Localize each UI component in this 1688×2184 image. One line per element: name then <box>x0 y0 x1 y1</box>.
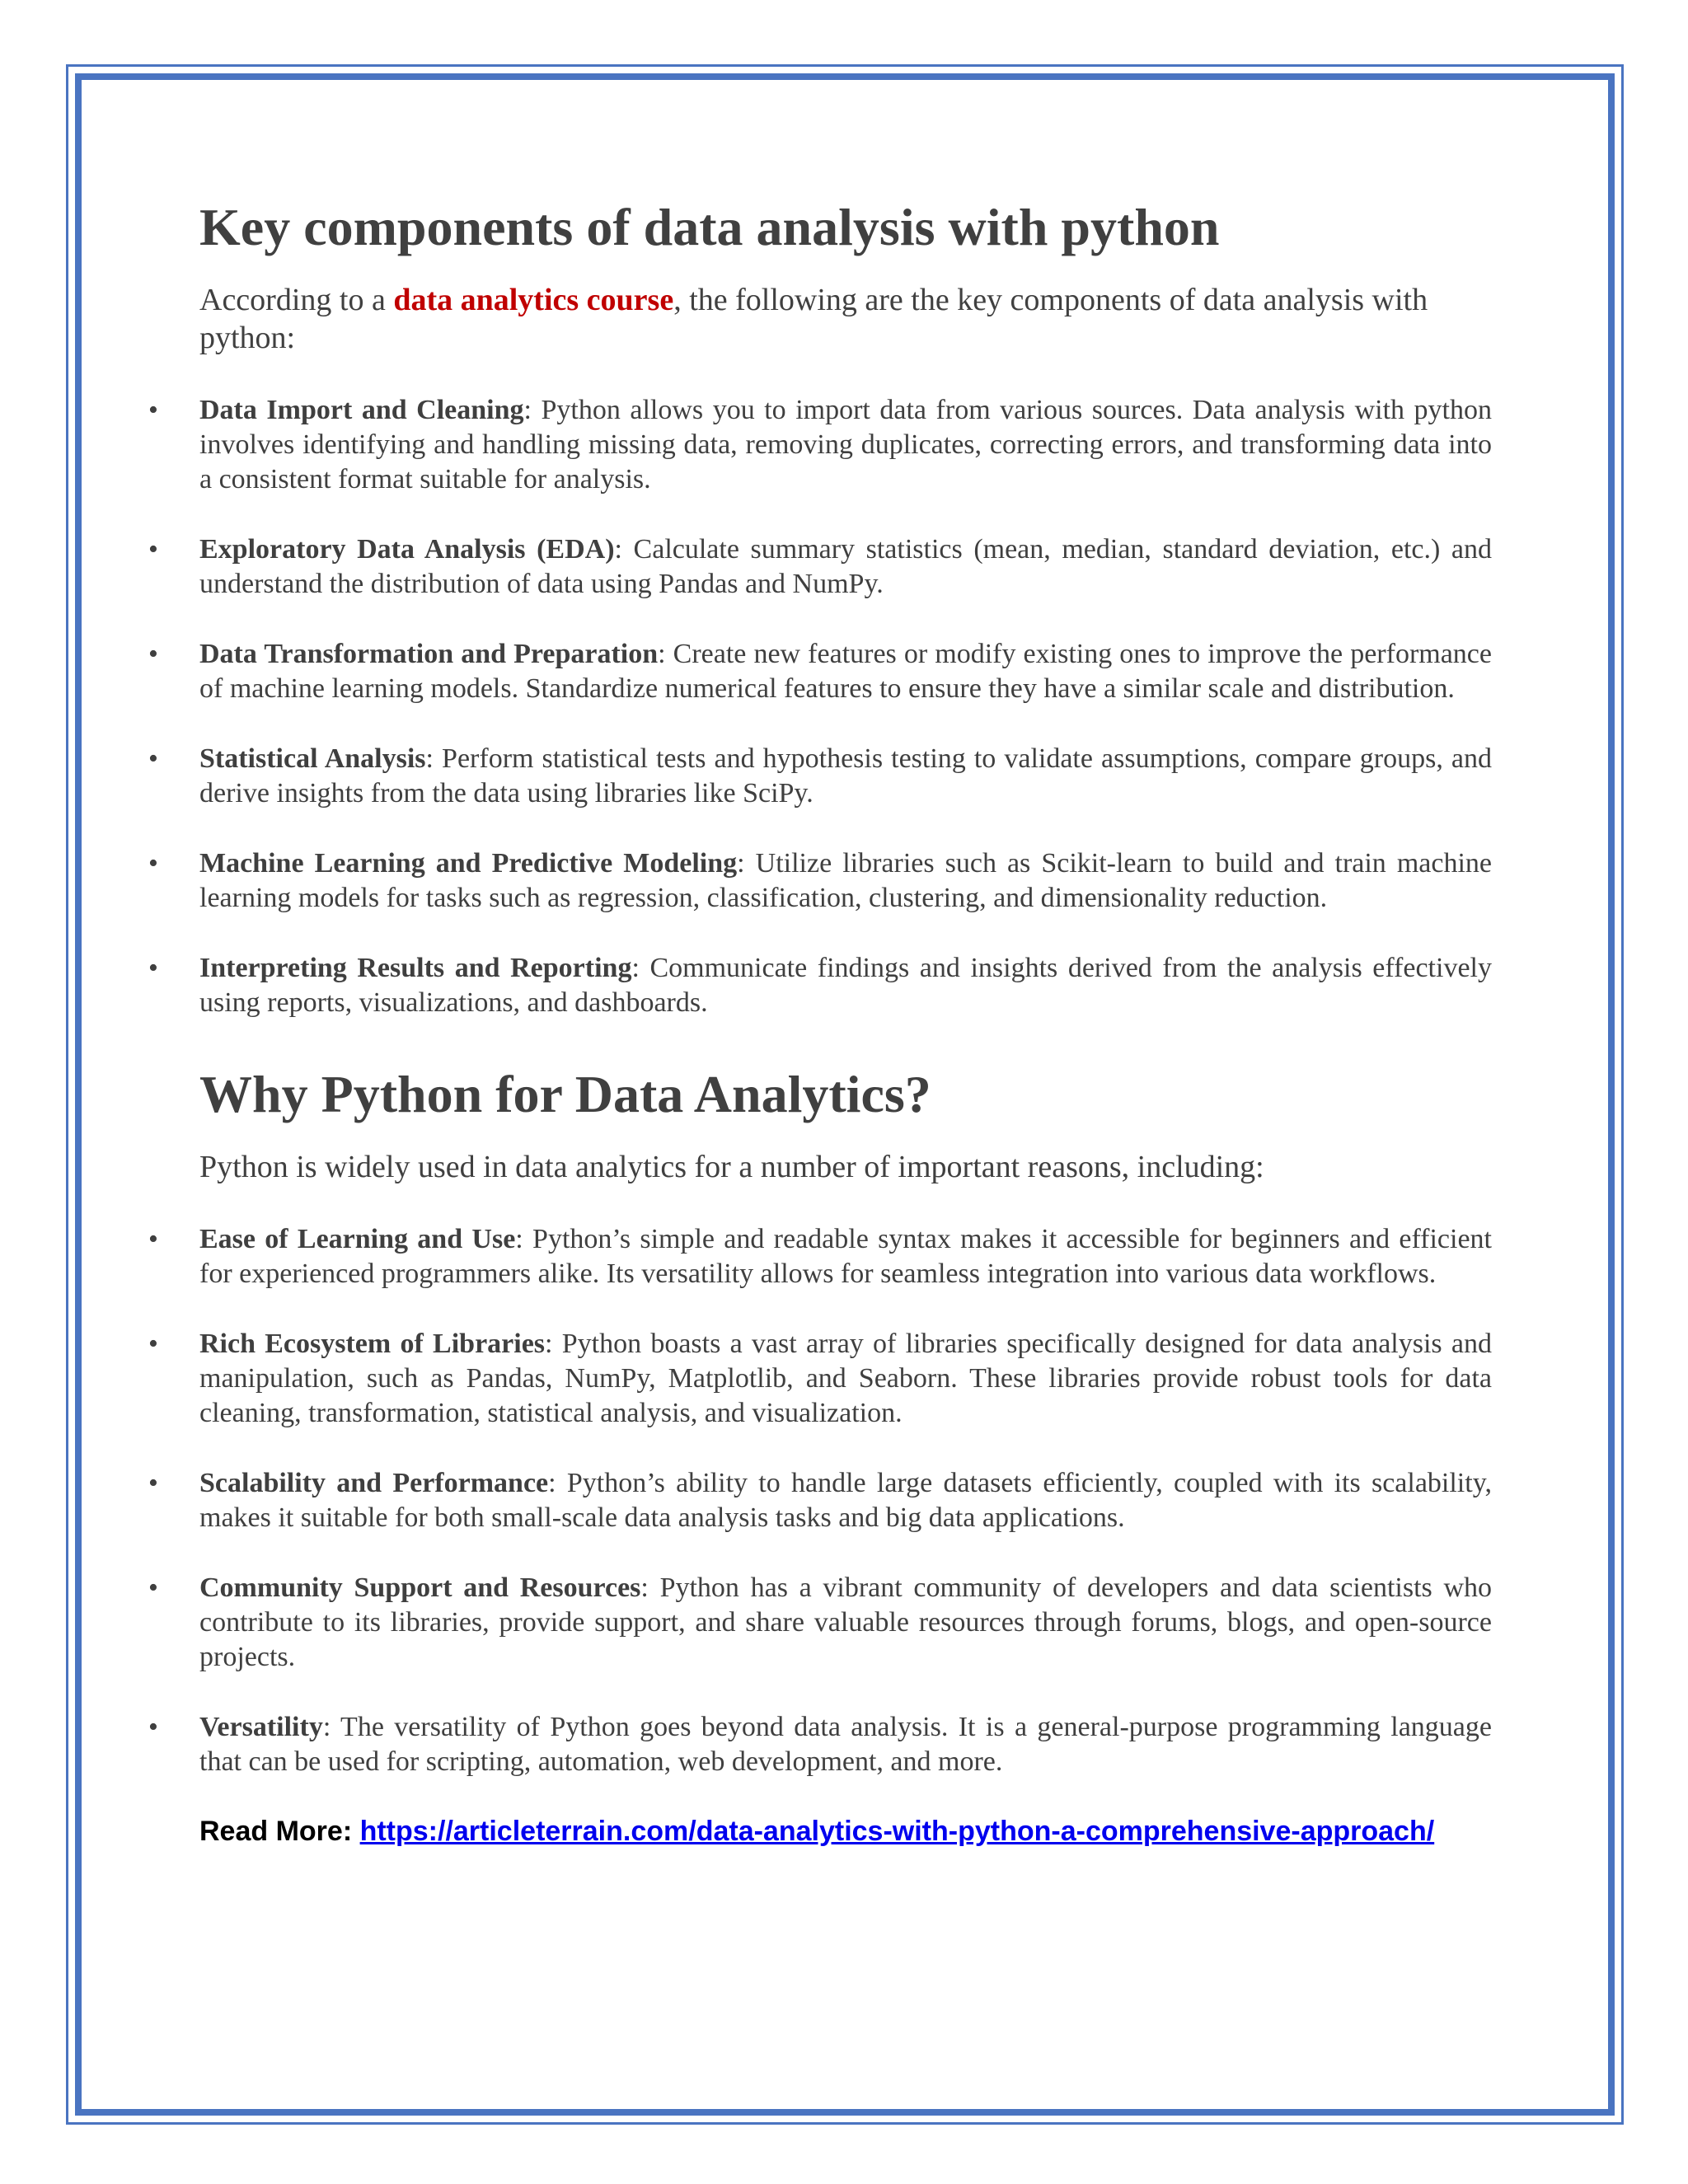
list-item-text: : Perform statistical tests and hypothesis testing to validate assumptions, compare groups, and derive insights from the data using libraries like SciPy. <box>199 743 1492 808</box>
data-analytics-course-link[interactable]: data analytics course <box>393 282 674 317</box>
list-item-term: Data Import and Cleaning <box>199 394 524 425</box>
list-item <box>148 1327 1492 1431</box>
list-item-text: : Python has a vibrant community of developers and data scientists who contribute to its libraries, provide support, and share valuable resources through forums, blogs, and open-source projects. <box>199 1572 1492 1672</box>
bullet-icon: • <box>148 1572 158 1603</box>
section-intro-why-python: Python is widely used in data analytics for a number of important reasons, including: <box>199 1149 1264 1184</box>
bullet-icon: • <box>148 1711 158 1742</box>
list-item-text: : Python’s ability to handle large datasets efficiently, coupled with its scalability, makes it suitable for both small-scale data analysis tasks and big data applications. <box>199 1467 1492 1533</box>
read-more-link[interactable]: https://articleterrain.com/data-analytics-with-python-a-comprehensive-approach/ <box>359 1815 1435 1847</box>
list-item-text: : Python boasts a vast array of libraries specifically designed for data analysis and manipulation, such as Pandas, NumPy, Matplotlib, and Seaborn. These libraries provide robust tools for data cleaning, transformation, statistical analysis, and visualization. <box>199 1328 1492 1428</box>
list-item <box>148 1466 1492 1535</box>
list-item <box>148 846 1492 916</box>
list-item-term: Interpreting Results and Reporting <box>199 952 632 983</box>
list-item-text: : Calculate summary statistics (mean, median, standard deviation, etc.) and understand the distribution of data using Pandas and NumPy. <box>199 533 1492 599</box>
read-more-label: Read More: <box>199 1815 360 1847</box>
bullet-icon: • <box>148 1328 158 1359</box>
list-item-term: Machine Learning and Predictive Modeling <box>199 847 738 879</box>
list-item <box>148 1222 1492 1291</box>
list-item-term: Versatility <box>199 1711 323 1742</box>
list-item <box>148 742 1492 811</box>
list-item-term: Statistical Analysis <box>199 743 426 774</box>
read-more-line <box>199 1814 1492 1849</box>
section-heading-key-components: Key components of data analysis with python <box>199 198 1220 256</box>
list-item-text: : The versatility of Python goes beyond data analysis. It is a general-purpose programming language that can be used for scripting, automation, web development, and more. <box>199 1711 1492 1777</box>
key-components-list <box>148 393 1492 1020</box>
intro-text-after: , the following are the key components of data analysis with python: <box>199 282 1428 355</box>
section-heading-why-python: Why Python for Data Analytics? <box>199 1064 931 1123</box>
list-item <box>148 532 1492 602</box>
list-item <box>148 1710 1492 1779</box>
section-intro-key-components <box>199 281 1492 357</box>
list-item-term: Rich Ecosystem of Libraries <box>199 1328 546 1359</box>
bullet-icon: • <box>148 1467 158 1498</box>
bullet-icon: • <box>148 394 158 425</box>
list-item-text: : Communicate findings and insights derived from the analysis effectively using reports, visualizations, and dashboards. <box>199 952 1492 1018</box>
list-item <box>148 637 1492 706</box>
list-item-term: Scalability and Performance <box>199 1467 549 1498</box>
list-item-text: : Create new features or modify existing ones to improve the performance of machine learning models. Standardize numerical features to ensure they have a similar scale and distribution. <box>199 638 1492 704</box>
document-body <box>148 196 1492 1849</box>
bullet-icon: • <box>148 847 158 879</box>
bullet-icon: • <box>148 1223 158 1254</box>
list-item-term: Exploratory Data Analysis (EDA) <box>199 533 615 565</box>
list-item <box>148 1571 1492 1675</box>
list-item-term: Data Transformation and Preparation <box>199 638 659 669</box>
list-item-term: Community Support and Resources <box>199 1572 641 1603</box>
why-python-list <box>148 1222 1492 1779</box>
intro-text-before: According to a <box>199 282 394 317</box>
list-item-text: : Utilize libraries such as Scikit-learn to build and train machine learning models for tasks such as regression, classification, clustering, and dimensionality reduction. <box>199 847 1492 913</box>
list-item-text: : Python allows you to import data from various sources. Data analysis with python involves identifying and handling missing data, removing duplicates, correcting errors, and transforming data into a consistent format suitable for analysis. <box>199 394 1492 494</box>
bullet-icon: • <box>148 743 158 774</box>
bullet-icon: • <box>148 952 158 983</box>
bullet-icon: • <box>148 533 158 565</box>
list-item-text: : Python’s simple and readable syntax makes it accessible for beginners and efficient for experienced programmers alike. Its versatility allows for seamless integration into various data workflows. <box>199 1223 1492 1289</box>
bullet-icon: • <box>148 638 158 669</box>
list-item-term: Ease of Learning and Use <box>199 1223 516 1254</box>
list-item <box>148 393 1492 497</box>
list-item <box>148 951 1492 1020</box>
